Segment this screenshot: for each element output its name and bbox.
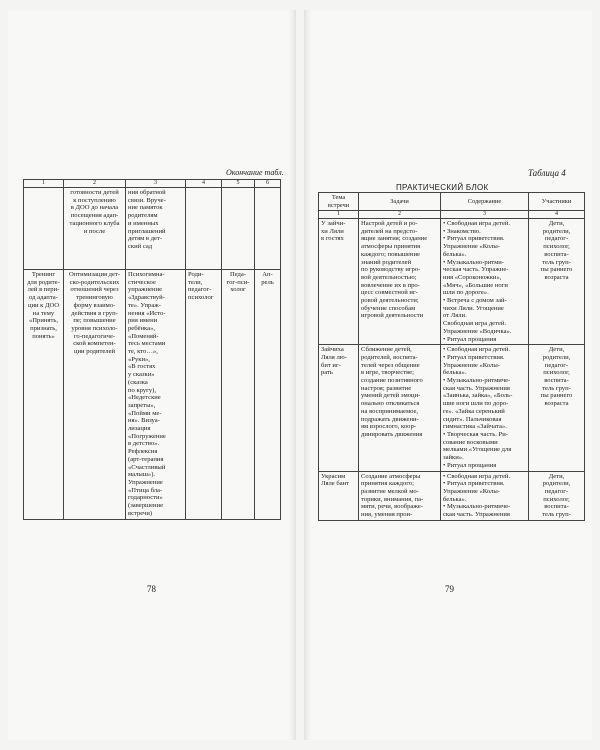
cell-line: цесс совместной иг- bbox=[361, 289, 418, 297]
cell-line: ской компетен- bbox=[73, 340, 116, 348]
cell-line: Ап- bbox=[262, 271, 273, 279]
cell-line: ям взрослого, коор- bbox=[361, 423, 416, 431]
table-caption: Таблица 4 bbox=[528, 168, 566, 178]
cell-line: развитие мелкой мо- bbox=[361, 487, 419, 495]
header-row bbox=[319, 193, 585, 211]
cell-line: возраста bbox=[544, 400, 569, 408]
cell-line: бит иг- bbox=[321, 361, 341, 369]
cell-line: хи Ляли bbox=[321, 227, 344, 235]
cell-line: • Знакомство. bbox=[443, 227, 481, 235]
cell-line: встречи bbox=[327, 201, 350, 209]
cell-line: «Пойми ме- bbox=[128, 409, 162, 417]
cell-line: «Мяч», «Большие ноги bbox=[443, 281, 508, 289]
column-number-row bbox=[24, 180, 281, 188]
column-number: 4 bbox=[529, 211, 585, 219]
right-table bbox=[318, 192, 585, 521]
cell-line: рать bbox=[321, 369, 333, 377]
cell-line: Настрой детей и ро- bbox=[361, 220, 418, 228]
cell-line: родители, bbox=[542, 227, 571, 235]
cell-line: тренинговую bbox=[76, 294, 113, 302]
cell-line: • Свободная игра детей. bbox=[443, 472, 511, 480]
cell-line: Рефлексия bbox=[128, 448, 158, 456]
cell-line: Упражнение bbox=[128, 479, 163, 486]
cell-line: связи. Вруче- bbox=[128, 196, 166, 204]
cell-line: го-педагогиче- bbox=[73, 332, 116, 340]
cell-line: Тренинг bbox=[31, 271, 56, 279]
cell-line: онально откликаться bbox=[361, 400, 420, 408]
table-cell bbox=[64, 270, 126, 520]
cell-line: ровой деятельности; bbox=[361, 297, 419, 305]
table-row bbox=[319, 219, 585, 345]
table-cell bbox=[441, 345, 529, 471]
table-cell bbox=[441, 219, 529, 345]
cell-line: Ляле бант bbox=[321, 480, 350, 488]
cell-line: чихи Ляли. Угощение bbox=[443, 304, 504, 312]
cell-line: уровня психоло- bbox=[71, 324, 118, 332]
cell-line: в игре, творчестве; bbox=[361, 369, 414, 377]
column-number-row bbox=[319, 211, 585, 219]
cell-line: од адапта- bbox=[29, 294, 58, 302]
cell-line: • Музыкально-ритми- bbox=[443, 258, 504, 266]
cell-line: (сказка bbox=[128, 378, 148, 386]
cell-line: мелками «Угощение для bbox=[443, 446, 512, 454]
cell-line: Роди- bbox=[188, 271, 204, 279]
cell-line: рия имени bbox=[128, 317, 158, 325]
cell-line: ния, умения прои- bbox=[361, 511, 413, 519]
cell-line: ции родителей bbox=[73, 348, 116, 356]
table-cell bbox=[222, 270, 255, 520]
table-cell bbox=[441, 471, 529, 520]
cell-line: приглашений bbox=[128, 227, 166, 235]
cell-line: • Музыкально-ритмиче- bbox=[443, 503, 511, 511]
cell-line: в гостях bbox=[321, 235, 344, 243]
cell-line: белька». bbox=[443, 369, 467, 377]
column-header bbox=[529, 193, 585, 211]
cell-line: знаний родителей bbox=[361, 258, 412, 266]
cell-line: нения «Исто- bbox=[128, 309, 166, 317]
cell-line: детям в дет- bbox=[128, 235, 163, 243]
cell-line: лей в пери- bbox=[27, 286, 60, 294]
table-row bbox=[24, 188, 281, 270]
cell-line: воспита- bbox=[544, 250, 569, 258]
cell-line: у сказки» bbox=[128, 371, 155, 379]
cell-line: Зайчиха bbox=[321, 346, 344, 354]
cell-line: понять» bbox=[32, 332, 55, 340]
cell-line: педагог- bbox=[544, 235, 569, 243]
cell-line: «Заинька, зайка», «Боль- bbox=[443, 392, 513, 400]
cell-line: зайки». bbox=[443, 454, 464, 462]
continuation-caption: Окончание табл. bbox=[226, 168, 284, 177]
cell-line: тесь местами bbox=[128, 340, 166, 348]
column-header bbox=[359, 193, 441, 211]
cell-line: психолог, bbox=[543, 495, 570, 503]
cell-line: Свободная игра детей. bbox=[443, 320, 507, 328]
cell-line: умений детей эмоци- bbox=[361, 392, 421, 400]
cell-line: «Погружение bbox=[128, 432, 166, 440]
cell-line: тационного клуба bbox=[69, 219, 120, 227]
cell-line: ции к ДОО bbox=[27, 301, 60, 309]
cell-line: Сближение детей, bbox=[361, 346, 412, 354]
column-number: 3 bbox=[126, 180, 186, 188]
cell-line: белька». bbox=[443, 250, 467, 258]
cell-line: торики, внимания, па- bbox=[361, 495, 424, 503]
table-row bbox=[24, 270, 281, 520]
cell-line: Дети, bbox=[548, 472, 565, 480]
cell-line: лизация bbox=[128, 425, 151, 433]
table-cell bbox=[359, 471, 441, 520]
cell-line: принятия каждого; bbox=[361, 480, 414, 488]
cell-line: • Ритуал приветствия. bbox=[443, 235, 505, 243]
cell-line: ния «Сороконожки», bbox=[443, 273, 502, 281]
cell-line: те, кто…», bbox=[128, 348, 158, 356]
cell-line: телей через общение bbox=[361, 361, 420, 369]
table-cell bbox=[126, 270, 186, 520]
cell-line: те». Упраж- bbox=[128, 301, 161, 309]
table-cell bbox=[64, 188, 126, 270]
cell-line: действия в груп- bbox=[71, 309, 118, 317]
cell-line: ния обратной bbox=[128, 189, 166, 197]
cell-line: упражнение bbox=[128, 286, 163, 294]
table-cell bbox=[255, 270, 281, 520]
table-cell bbox=[319, 345, 359, 471]
cell-line: белька». bbox=[443, 495, 467, 503]
column-number: 5 bbox=[222, 180, 255, 188]
cell-line: «Поменяй- bbox=[128, 332, 159, 340]
cell-line: • Ритуал приветствия. bbox=[443, 480, 505, 488]
table-cell bbox=[359, 219, 441, 345]
cell-line: «Здравствуй- bbox=[128, 294, 165, 302]
table-cell bbox=[126, 188, 186, 270]
cell-line: Упражнение «Колы- bbox=[443, 487, 500, 495]
cell-line: запреты», bbox=[128, 401, 156, 409]
table-cell bbox=[186, 270, 222, 520]
cell-line: Украсим bbox=[321, 472, 346, 480]
cell-line: воспита- bbox=[544, 377, 569, 385]
cell-line: Содержание bbox=[467, 197, 502, 205]
cell-line: Дети, bbox=[548, 220, 565, 228]
cell-line: в ДОО до начала bbox=[70, 204, 119, 212]
cell-line: психолог, bbox=[543, 243, 570, 251]
cell-line: родители, bbox=[542, 480, 571, 488]
cell-line: «Недетские bbox=[128, 394, 161, 402]
cell-line: встречи) bbox=[128, 509, 153, 517]
table-cell bbox=[24, 188, 64, 270]
cell-line: на воспринимаемое, bbox=[361, 407, 419, 415]
cell-line: тели, bbox=[188, 278, 203, 286]
table-cell bbox=[319, 219, 359, 345]
page-number: 79 bbox=[445, 584, 454, 594]
column-number: 1 bbox=[24, 180, 64, 188]
cell-line: ский сад bbox=[128, 242, 153, 250]
cell-line: ящие занятия; создание bbox=[361, 235, 428, 243]
cell-line: Тема bbox=[331, 194, 346, 202]
cell-line: игровой деятельности bbox=[361, 312, 424, 320]
left-table bbox=[23, 179, 281, 520]
cell-line: «Счастливый bbox=[128, 463, 166, 471]
cell-line: Упражнение «Колы- bbox=[443, 243, 500, 251]
cell-line: малыш»). bbox=[128, 471, 156, 479]
column-number: 3 bbox=[441, 211, 529, 219]
table-cell bbox=[529, 345, 585, 471]
cell-line: (арт-терапия bbox=[128, 455, 164, 463]
cell-line: Ляля лю- bbox=[321, 353, 347, 361]
cell-line: • Ритуал приветствия. bbox=[443, 353, 505, 361]
cell-line: • Творческая часть. Ри- bbox=[443, 431, 508, 438]
cell-line: возраста bbox=[544, 273, 569, 281]
cell-line: пы раннего bbox=[540, 266, 573, 274]
cell-line: «Птица бла- bbox=[128, 486, 163, 494]
cell-line: форму взаимо- bbox=[73, 301, 116, 309]
cell-line: • Встреча с домом зай- bbox=[443, 297, 507, 305]
cell-line: годарности» bbox=[128, 494, 163, 502]
cell-line: шли по дороге». bbox=[443, 289, 489, 297]
cell-line: для родите- bbox=[27, 278, 60, 286]
column-number: 2 bbox=[359, 211, 441, 219]
cell-line: ребёнка», bbox=[128, 324, 156, 332]
cell-line: дителей на предсто- bbox=[361, 227, 418, 235]
table-cell bbox=[255, 188, 281, 270]
cell-line: педагог- bbox=[188, 286, 212, 294]
column-header bbox=[441, 193, 529, 211]
cell-line: вовлечение их в про- bbox=[361, 281, 420, 289]
cell-line: (завершение bbox=[128, 502, 164, 510]
cell-line: атмосферы принятия bbox=[361, 243, 421, 251]
cell-line: ческая часть. Упражне- bbox=[443, 266, 509, 274]
column-number: 4 bbox=[186, 180, 222, 188]
cell-line: пы раннего bbox=[540, 392, 573, 400]
table-cell bbox=[359, 345, 441, 471]
cell-line: и после bbox=[83, 227, 106, 235]
cell-line: тель груп- bbox=[542, 258, 571, 266]
cell-line: педагог- bbox=[544, 361, 569, 369]
cell-line: сование восковыми bbox=[443, 438, 498, 446]
cell-line: отношений через bbox=[70, 286, 119, 294]
cell-line: стическое bbox=[128, 278, 156, 286]
cell-line: признать, bbox=[30, 324, 57, 332]
cell-line: Задачи bbox=[390, 197, 409, 205]
cell-line: ня». Визуа- bbox=[128, 417, 160, 425]
cell-line: гимнастика «Зайчата». bbox=[443, 423, 507, 431]
column-number: 6 bbox=[255, 180, 281, 188]
cell-line: Упражнение «Водичка». bbox=[443, 327, 512, 335]
cell-line: «Принять, bbox=[29, 317, 58, 325]
table-cell bbox=[24, 270, 64, 520]
cell-line: • Ритуал прощания bbox=[443, 335, 497, 343]
cell-line: вой деятельностью; bbox=[361, 273, 417, 281]
column-number: 2 bbox=[64, 180, 126, 188]
cell-line: рель bbox=[261, 278, 274, 286]
cell-line: У зайчи- bbox=[321, 220, 346, 228]
cell-line: Психогимна- bbox=[128, 271, 165, 279]
column-header bbox=[319, 193, 359, 211]
cell-line: тель груп- bbox=[542, 384, 571, 392]
cell-line: Создание атмосферы bbox=[361, 472, 421, 480]
cell-line: гог-пси- bbox=[226, 278, 250, 286]
column-number: 1 bbox=[319, 211, 359, 219]
cell-line: ская часть. Упражнения bbox=[443, 384, 510, 392]
cell-line: воспита- bbox=[544, 503, 569, 511]
cell-line: к поступлению bbox=[73, 196, 116, 204]
cell-line: педагог- bbox=[544, 487, 569, 495]
cell-line: «Руки», bbox=[128, 355, 150, 363]
cell-line: на тему bbox=[32, 309, 55, 317]
cell-line: сидит». Пальчиковая bbox=[443, 415, 502, 423]
cell-line: психолог, bbox=[543, 369, 570, 377]
cell-line: • Свободная игра детей. bbox=[443, 220, 511, 228]
cell-line: от Ляли. bbox=[443, 312, 467, 320]
cell-line: Оптимизация дет- bbox=[68, 271, 121, 279]
table-cell bbox=[319, 471, 359, 520]
cell-line: мяти, речи, воображе- bbox=[361, 503, 423, 511]
cell-line: родителям bbox=[128, 212, 158, 220]
cell-line: ге». «Зайка серенький bbox=[443, 407, 505, 415]
cell-line: подражать движени- bbox=[361, 415, 419, 423]
cell-line: создание позитивного bbox=[361, 377, 423, 385]
cell-line: Участники bbox=[541, 197, 572, 205]
cell-line: настроя; развитие bbox=[361, 384, 412, 392]
cell-line: тель груп- bbox=[542, 511, 571, 519]
table-row bbox=[319, 345, 585, 471]
cell-line: • Музыкально-ритмиче- bbox=[443, 377, 511, 385]
cell-line: Дети, bbox=[548, 346, 565, 354]
cell-line: пе; повышение bbox=[73, 317, 116, 325]
table-cell bbox=[529, 219, 585, 345]
cell-line: родители, bbox=[542, 353, 571, 361]
table-cell bbox=[529, 471, 585, 520]
cell-line: динировать движения bbox=[361, 431, 423, 438]
cell-line: в детство». bbox=[128, 440, 160, 448]
cell-line: готовности детей bbox=[70, 189, 119, 197]
cell-line: по кругу), bbox=[128, 386, 157, 394]
cell-line: • Ритуал прощания bbox=[443, 461, 497, 469]
table-cell bbox=[222, 188, 255, 270]
cell-line: Упражнение «Колы- bbox=[443, 361, 500, 369]
cell-line: посещения адап- bbox=[70, 212, 119, 220]
cell-line: холог bbox=[230, 286, 246, 294]
table-row bbox=[319, 471, 585, 520]
cell-line: и именных bbox=[128, 219, 159, 227]
block-title: ПРАКТИЧЕСКИЙ БЛОК bbox=[396, 183, 489, 192]
cell-line: каждого; повышение bbox=[361, 250, 420, 258]
cell-line: «В гостях bbox=[128, 363, 156, 371]
table-cell bbox=[186, 188, 222, 270]
cell-line: ние памяток bbox=[128, 204, 163, 212]
cell-line: ская часть. Упражнения bbox=[443, 511, 510, 519]
cell-line: шие ноги шли по доро- bbox=[443, 400, 509, 408]
cell-line: • Свободная игра детей. bbox=[443, 346, 511, 354]
cell-line: по руководству игро- bbox=[361, 266, 421, 274]
cell-line: Педа- bbox=[229, 271, 247, 279]
cell-line: родителей, воспита- bbox=[361, 353, 418, 361]
cell-line: ско-родительских bbox=[69, 278, 120, 286]
page-number: 78 bbox=[147, 584, 156, 594]
cell-line: психолог bbox=[188, 294, 214, 302]
cell-line: обучение способам bbox=[361, 304, 416, 312]
